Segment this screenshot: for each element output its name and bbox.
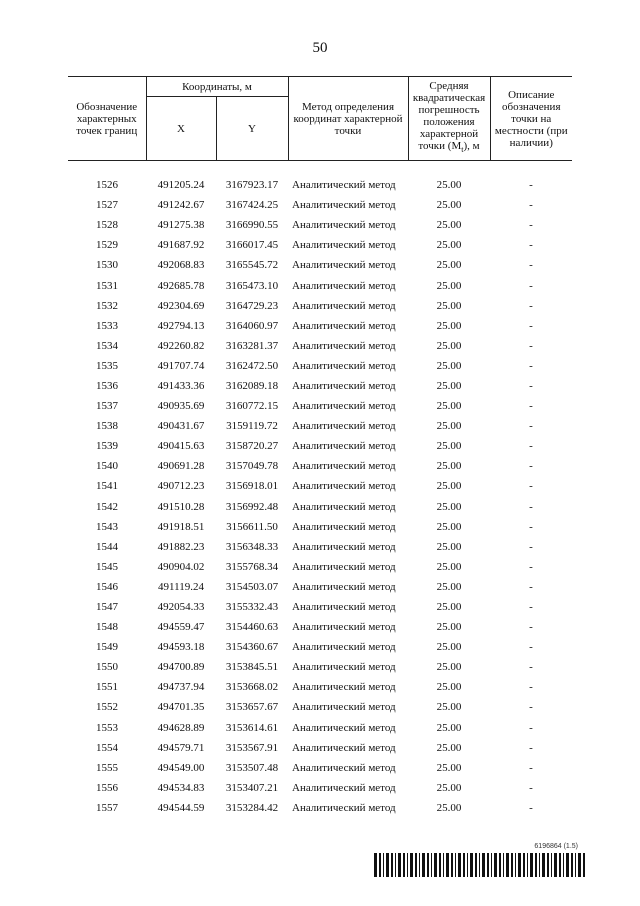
y-coordinate-cell: 3156611.50	[226, 520, 278, 533]
method-cell: Аналитический метод	[292, 621, 396, 634]
barcode-bar	[463, 853, 465, 877]
method-cell: Аналитический метод	[292, 560, 396, 573]
y-coordinate-cell: 3162089.18	[225, 379, 279, 392]
description-cell: -	[529, 601, 533, 614]
error-value-cell: 25.00	[436, 801, 462, 814]
y-coordinate-cell: 3157049.78	[225, 460, 279, 473]
header-error-subscript: t	[461, 145, 464, 155]
table-row	[68, 557, 572, 577]
header-description: Описание обозначения точки на местности (при наличии)	[490, 77, 572, 161]
description-cell: -	[529, 520, 533, 533]
barcode-bar	[403, 853, 405, 877]
barcode-bar	[551, 853, 552, 877]
method-cell: Аналитический метод	[292, 641, 396, 654]
barcode-bar	[518, 853, 521, 877]
barcode-bar	[559, 853, 561, 877]
y-coordinate-cell: 3164729.23	[225, 299, 279, 312]
method-cell: Аналитический метод	[292, 520, 396, 533]
point-id-cell: 1530	[96, 259, 118, 272]
header-x: X	[146, 97, 216, 161]
error-value-cell: 25.00	[436, 299, 462, 312]
method-cell: Аналитический метод	[292, 339, 396, 352]
x-coordinate-cell: 491707.74	[157, 359, 205, 372]
point-id-cell: 1533	[96, 319, 118, 332]
error-value-cell: 25.00	[436, 681, 462, 694]
table-body	[68, 161, 572, 819]
table-row	[68, 637, 572, 657]
method-cell: Аналитический метод	[292, 781, 396, 794]
description-cell: -	[529, 199, 533, 212]
barcode-bar	[374, 853, 377, 877]
method-cell: Аналитический метод	[292, 379, 396, 392]
table-row	[68, 336, 572, 356]
x-coordinate-cell: 494700.89	[157, 661, 205, 674]
error-value-cell: 25.00	[436, 259, 462, 272]
header-coordinates: Координаты, м	[146, 77, 288, 97]
method-cell: Аналитический метод	[292, 400, 396, 413]
method-cell: Аналитический метод	[292, 721, 396, 734]
error-value-cell: 25.00	[436, 540, 462, 553]
y-coordinate-cell: 3156918.01	[225, 480, 279, 493]
description-cell: -	[529, 701, 533, 714]
barcode-bar	[491, 853, 492, 877]
table-row	[68, 697, 572, 717]
error-value-cell: 25.00	[436, 761, 462, 774]
method-cell: Аналитический метод	[292, 239, 396, 252]
error-value-cell: 25.00	[436, 520, 462, 533]
barcode	[374, 843, 588, 877]
barcode-bar	[475, 853, 477, 877]
error-value-cell: 25.00	[436, 781, 462, 794]
method-cell: Аналитический метод	[292, 259, 396, 272]
barcode-bar	[530, 853, 533, 877]
table-row	[68, 778, 572, 798]
barcode-bar	[443, 853, 444, 877]
barcode-bar	[470, 853, 473, 877]
error-value-cell: 25.00	[436, 741, 462, 754]
description-cell: -	[529, 400, 533, 413]
description-cell: -	[529, 741, 533, 754]
method-cell: Аналитический метод	[292, 420, 396, 433]
table-row	[68, 537, 572, 557]
description-cell: -	[529, 259, 533, 272]
y-coordinate-cell: 3156348.33	[225, 540, 279, 553]
point-id-cell: 1549	[96, 641, 118, 654]
table-row	[68, 316, 572, 336]
y-coordinate-cell: 3160772.15	[225, 400, 279, 413]
x-coordinate-cell: 491882.23	[157, 540, 205, 553]
x-coordinate-cell: 492794.13	[157, 319, 205, 332]
x-coordinate-cell: 491687.92	[157, 239, 205, 252]
x-coordinate-cell: 491205.24	[157, 179, 205, 192]
table-row	[68, 517, 572, 537]
x-coordinate-cell: 492054.33	[157, 601, 205, 614]
method-cell: Аналитический метод	[292, 319, 396, 332]
barcode-bar	[398, 853, 401, 877]
description-cell: -	[529, 239, 533, 252]
barcode-bar	[479, 853, 480, 877]
coordinates-table	[68, 76, 572, 818]
barcode-bar	[458, 853, 461, 877]
x-coordinate-cell: 491119.24	[158, 580, 204, 593]
table-row	[68, 798, 572, 818]
point-id-cell: 1537	[96, 400, 118, 413]
barcode-bar	[575, 853, 576, 877]
table-row	[68, 718, 572, 738]
error-value-cell: 25.00	[436, 379, 462, 392]
point-id-cell: 1550	[96, 661, 118, 674]
y-coordinate-cell: 3153845.51	[225, 661, 279, 674]
x-coordinate-cell: 490691.28	[157, 460, 205, 473]
barcode-bar	[506, 853, 509, 877]
description-cell: -	[529, 299, 533, 312]
y-coordinate-cell: 3167424.25	[225, 199, 279, 212]
x-coordinate-cell: 492068.83	[157, 259, 205, 272]
x-coordinate-cell: 492260.82	[157, 339, 205, 352]
point-id-cell: 1553	[96, 721, 118, 734]
barcode-image	[374, 853, 588, 877]
description-cell: -	[529, 560, 533, 573]
error-value-cell: 25.00	[436, 641, 462, 654]
barcode-bar	[527, 853, 528, 877]
error-value-cell: 25.00	[436, 359, 462, 372]
y-coordinate-cell: 3158720.27	[225, 440, 279, 453]
description-cell: -	[529, 279, 533, 292]
barcode-bar	[503, 853, 504, 877]
description-cell: -	[529, 379, 533, 392]
table-row	[68, 597, 572, 617]
y-coordinate-cell: 3153407.21	[225, 781, 279, 794]
barcode-label: 6196864 (1.5)	[534, 843, 578, 850]
method-cell: Аналитический метод	[292, 701, 396, 714]
table-row	[68, 436, 572, 456]
error-value-cell: 25.00	[436, 460, 462, 473]
method-cell: Аналитический метод	[292, 359, 396, 372]
barcode-bar	[391, 853, 393, 877]
method-cell: Аналитический метод	[292, 440, 396, 453]
barcode-bar	[482, 853, 485, 877]
barcode-bar	[523, 853, 525, 877]
method-cell: Аналитический метод	[292, 601, 396, 614]
error-value-cell: 25.00	[436, 400, 462, 413]
y-coordinate-cell: 3156992.48	[225, 500, 279, 513]
point-id-cell: 1552	[96, 701, 118, 714]
barcode-bar	[494, 853, 497, 877]
point-id-cell: 1543	[96, 520, 118, 533]
table-row	[68, 215, 572, 235]
x-coordinate-cell: 491918.51	[157, 520, 205, 533]
description-cell: -	[529, 319, 533, 332]
table-row	[68, 255, 572, 275]
table-row	[68, 195, 572, 215]
x-coordinate-cell: 494559.47	[157, 621, 205, 634]
description-cell: -	[529, 781, 533, 794]
table-row	[68, 497, 572, 517]
x-coordinate-cell: 491275.38	[157, 219, 205, 232]
y-coordinate-cell: 3159119.72	[226, 420, 278, 433]
point-id-cell: 1556	[96, 781, 118, 794]
method-cell: Аналитический метод	[292, 801, 396, 814]
point-id-cell: 1544	[96, 540, 118, 553]
error-value-cell: 25.00	[436, 601, 462, 614]
method-cell: Аналитический метод	[292, 540, 396, 553]
table-row	[68, 758, 572, 778]
error-value-cell: 25.00	[436, 580, 462, 593]
header-method: Метод определения координат характерной точки	[288, 77, 408, 161]
barcode-bar	[395, 853, 396, 877]
method-cell: Аналитический метод	[292, 480, 396, 493]
x-coordinate-cell: 492685.78	[157, 279, 205, 292]
x-coordinate-cell: 494544.59	[157, 801, 205, 814]
barcode-bar	[547, 853, 549, 877]
point-id-cell: 1547	[96, 601, 118, 614]
table-row	[68, 738, 572, 758]
header-designation: Обозначение характерных точек границ	[68, 77, 146, 161]
x-coordinate-cell: 490904.02	[157, 560, 205, 573]
table-row	[68, 617, 572, 637]
point-id-cell: 1528	[96, 219, 118, 232]
error-value-cell: 25.00	[436, 621, 462, 634]
table-row	[68, 577, 572, 597]
point-id-cell: 1540	[96, 460, 118, 473]
x-coordinate-cell: 490431.67	[157, 420, 205, 433]
header-error	[408, 77, 490, 161]
y-coordinate-cell: 3163281.37	[225, 339, 279, 352]
point-id-cell: 1538	[96, 420, 118, 433]
y-coordinate-cell: 3153567.91	[225, 741, 279, 754]
barcode-bar	[578, 853, 581, 877]
method-cell: Аналитический метод	[292, 761, 396, 774]
barcode-bar	[535, 853, 537, 877]
table-row	[68, 677, 572, 697]
y-coordinate-cell: 3155332.43	[225, 601, 279, 614]
barcode-bar	[415, 853, 417, 877]
barcode-bar	[446, 853, 449, 877]
barcode-bar	[499, 853, 501, 877]
point-id-cell: 1531	[96, 279, 118, 292]
error-value-cell: 25.00	[436, 701, 462, 714]
x-coordinate-cell: 490415.63	[157, 440, 205, 453]
y-coordinate-cell: 3165473.10	[225, 279, 279, 292]
description-cell: -	[529, 580, 533, 593]
y-coordinate-cell: 3164060.97	[225, 319, 279, 332]
y-coordinate-cell: 3166990.55	[225, 219, 279, 232]
table-row	[68, 296, 572, 316]
error-value-cell: 25.00	[436, 219, 462, 232]
description-cell: -	[529, 801, 533, 814]
point-id-cell: 1539	[96, 440, 118, 453]
y-coordinate-cell: 3153614.61	[225, 721, 279, 734]
description-cell: -	[529, 339, 533, 352]
y-coordinate-cell: 3162472.50	[225, 359, 279, 372]
description-cell: -	[529, 359, 533, 372]
error-value-cell: 25.00	[436, 239, 462, 252]
point-id-cell: 1532	[96, 299, 118, 312]
barcode-bar	[566, 853, 569, 877]
x-coordinate-cell: 491433.36	[157, 379, 205, 392]
x-coordinate-cell: 494534.83	[157, 781, 205, 794]
table-row	[68, 175, 572, 195]
error-value-cell: 25.00	[436, 560, 462, 573]
y-coordinate-cell: 3166017.45	[225, 239, 279, 252]
barcode-bar	[511, 853, 513, 877]
error-value-cell: 25.00	[436, 440, 462, 453]
barcode-bar	[379, 853, 381, 877]
point-id-cell: 1527	[96, 199, 118, 212]
description-cell: -	[529, 721, 533, 734]
description-cell: -	[529, 681, 533, 694]
x-coordinate-cell: 494549.00	[157, 761, 205, 774]
page-number: 50	[312, 40, 328, 56]
table-row	[68, 356, 572, 376]
y-coordinate-cell: 3154360.67	[225, 641, 279, 654]
y-coordinate-cell: 3154460.63	[225, 621, 279, 634]
description-cell: -	[529, 500, 533, 513]
table-header	[68, 77, 572, 161]
barcode-bar	[563, 853, 564, 877]
barcode-bar	[487, 853, 489, 877]
description-cell: -	[529, 641, 533, 654]
method-cell: Аналитический метод	[292, 681, 396, 694]
point-id-cell: 1536	[96, 379, 118, 392]
table-row	[68, 456, 572, 476]
barcode-bar	[571, 853, 573, 877]
x-coordinate-cell: 490935.69	[157, 400, 205, 413]
description-cell: -	[529, 540, 533, 553]
header-y: Y	[216, 97, 288, 161]
y-coordinate-cell: 3153507.48	[225, 761, 279, 774]
point-id-cell: 1555	[96, 761, 118, 774]
method-cell: Аналитический метод	[292, 741, 396, 754]
method-cell: Аналитический метод	[292, 279, 396, 292]
barcode-bar	[542, 853, 545, 877]
point-id-cell: 1548	[96, 621, 118, 634]
table-row	[68, 657, 572, 677]
x-coordinate-cell: 492304.69	[157, 299, 205, 312]
method-cell: Аналитический метод	[292, 299, 396, 312]
barcode-bar	[539, 853, 540, 877]
x-coordinate-cell: 494628.89	[157, 721, 205, 734]
barcode-bar	[455, 853, 456, 877]
method-cell: Аналитический метод	[292, 460, 396, 473]
point-id-cell: 1554	[96, 741, 118, 754]
barcode-bar	[407, 853, 408, 877]
barcode-bar	[554, 853, 557, 877]
table-row	[68, 235, 572, 255]
description-cell: -	[529, 661, 533, 674]
point-id-cell: 1541	[96, 480, 118, 493]
error-value-cell: 25.00	[436, 179, 462, 192]
error-value-cell: 25.00	[436, 721, 462, 734]
description-cell: -	[529, 480, 533, 493]
x-coordinate-cell: 491510.28	[157, 500, 205, 513]
y-coordinate-cell: 3155768.34	[225, 560, 279, 573]
method-cell: Аналитический метод	[292, 219, 396, 232]
barcode-bar	[386, 853, 389, 877]
point-id-cell: 1542	[96, 500, 118, 513]
point-id-cell: 1535	[96, 359, 118, 372]
header-error-unit: ), м	[463, 140, 480, 153]
point-id-cell: 1534	[96, 339, 118, 352]
description-cell: -	[529, 621, 533, 634]
barcode-bar	[419, 853, 420, 877]
x-coordinate-cell: 494579.71	[157, 741, 205, 754]
method-cell: Аналитический метод	[292, 580, 396, 593]
table-row	[68, 396, 572, 416]
description-cell: -	[529, 761, 533, 774]
point-id-cell: 1557	[96, 801, 118, 814]
point-id-cell: 1529	[96, 239, 118, 252]
method-cell: Аналитический метод	[292, 179, 396, 192]
table-row	[68, 275, 572, 295]
y-coordinate-cell: 3154503.07	[225, 580, 279, 593]
barcode-bar	[431, 853, 432, 877]
barcode-bar	[515, 853, 516, 877]
error-value-cell: 25.00	[436, 661, 462, 674]
barcode-bar	[427, 853, 429, 877]
barcode-bar	[410, 853, 413, 877]
barcode-bar	[451, 853, 453, 877]
error-value-cell: 25.00	[436, 420, 462, 433]
error-value-cell: 25.00	[436, 480, 462, 493]
y-coordinate-cell: 3167923.17	[225, 179, 279, 192]
description-cell: -	[529, 440, 533, 453]
x-coordinate-cell: 494593.18	[157, 641, 205, 654]
x-coordinate-cell: 494737.94	[157, 681, 205, 694]
x-coordinate-cell: 490712.23	[157, 480, 205, 493]
y-coordinate-cell: 3165545.72	[225, 259, 279, 272]
point-id-cell: 1551	[96, 681, 118, 694]
table-row	[68, 476, 572, 496]
header-error-text: Средняя квадратическая погрешность положения характерной точки (M	[412, 80, 486, 153]
table-row	[68, 376, 572, 396]
barcode-bar	[434, 853, 437, 877]
error-value-cell: 25.00	[436, 500, 462, 513]
y-coordinate-cell: 3153284.42	[225, 801, 279, 814]
error-value-cell: 25.00	[436, 339, 462, 352]
y-coordinate-cell: 3153668.02	[225, 681, 279, 694]
barcode-bar	[383, 853, 384, 877]
barcode-bar	[422, 853, 425, 877]
barcode-bar	[467, 853, 468, 877]
point-id-cell: 1545	[96, 560, 118, 573]
method-cell: Аналитический метод	[292, 500, 396, 513]
error-value-cell: 25.00	[436, 279, 462, 292]
point-id-cell: 1546	[96, 580, 118, 593]
x-coordinate-cell: 491242.67	[157, 199, 205, 212]
barcode-bar	[583, 853, 585, 877]
x-coordinate-cell: 494701.35	[157, 701, 205, 714]
method-cell: Аналитический метод	[292, 661, 396, 674]
description-cell: -	[529, 179, 533, 192]
y-coordinate-cell: 3153657.67	[225, 701, 279, 714]
table-row	[68, 416, 572, 436]
error-value-cell: 25.00	[436, 199, 462, 212]
description-cell: -	[529, 420, 533, 433]
description-cell: -	[529, 460, 533, 473]
point-id-cell: 1526	[96, 179, 118, 192]
error-value-cell: 25.00	[436, 319, 462, 332]
method-cell: Аналитический метод	[292, 199, 396, 212]
description-cell: -	[529, 219, 533, 232]
barcode-bar	[439, 853, 441, 877]
